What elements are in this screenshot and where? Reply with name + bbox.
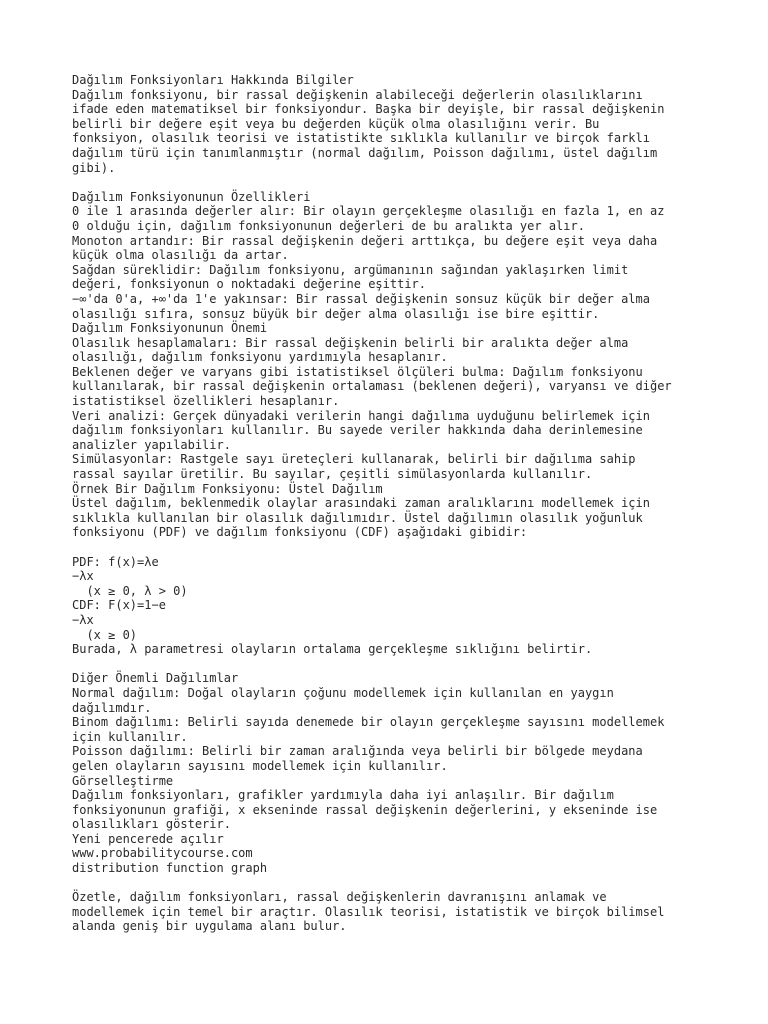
text-line: olasılıkları gösterir.: [72, 817, 231, 832]
formula-line: PDF: f(x)=λe: [72, 554, 159, 569]
document-text: [72, 73, 728, 934]
text-line: Özetle, dağılım fonksiyonları, rassal değişkenlerin davranışını anlamak ve: [72, 890, 607, 905]
text-line: olasılığı sıfıra, sonsuz büyük bir değer alma olasılığı ise bire eşittir.: [72, 306, 600, 321]
blank-line: [72, 876, 728, 891]
text-line: −∞'da 0'a, +∞'da 1'e yakınsar: Bir rassal değişkenin sonsuz küçük bir değer alma: [72, 291, 650, 306]
text-line: ifade eden matematiksel bir fonksiyondur. Başka bir deyişle, bir rassal değişkenin: [72, 102, 665, 117]
text-line: Binom dağılımı: Belirli sayıda denemede bir olayın gerçekleşme sayısını modellemek: [72, 715, 665, 730]
text-line: kullanılarak, bir rassal değişkenin ortalaması (beklenen değeri), varyansı ve diğer: [72, 379, 672, 394]
text-line: küçük olma olasılığı da artar.: [72, 248, 289, 263]
section-heading: Dağılım Fonksiyonunun Önemi: [72, 321, 268, 336]
text-line: gelen olayların sayısını modellemek için kullanılır.: [72, 758, 448, 773]
text-line: değeri, fonksiyonun o noktadaki değerine eşittir.: [72, 277, 427, 292]
text-line: gibi).: [72, 160, 116, 175]
section-heading: Görselleştirme: [72, 773, 174, 788]
text-line: alanda geniş bir uygulama alanı bulur.: [72, 919, 347, 934]
formula-line: (x ≥ 0): [72, 627, 138, 642]
section-heading: Örnek Bir Dağılım Fonksiyonu: Üstel Dağılım: [72, 481, 383, 496]
text-line: fonksiyonunun grafiği, x ekseninde rassal değişkenin değerlerini, y ekseninde ise: [72, 802, 658, 817]
text-line: Sağdan süreklidir: Dağılım fonksiyonu, argümanının sağından yaklaşırken limit: [72, 262, 629, 277]
text-line: Beklenen değer ve varyans gibi istatistiksel ölçüleri bulma: Dağılım fonksiyonu: [72, 364, 643, 379]
text-line: fonksiyon, olasılık teorisi ve istatistikte sıklıkla kullanılır ve birçok farklı: [72, 131, 650, 146]
text-line: dağılımdır.: [72, 700, 152, 715]
text-line: Üstel dağılım, beklenmedik olaylar arasındaki zaman aralıklarını modellemek için: [72, 496, 650, 511]
formula-line: −λx: [72, 569, 94, 584]
text-line: Veri analizi: Gerçek dünyadaki verilerin hangi dağılıma uyduğunu belirlemek için: [72, 408, 650, 423]
formula-line: (x ≥ 0, λ > 0): [72, 583, 188, 598]
text-line: olasılığı, dağılım fonksiyonu yardımıyla hesaplanır.: [72, 350, 448, 365]
text-line: Dağılım fonksiyonları, grafikler yardımıyla daha iyi anlaşılır. Bir dağılım: [72, 788, 614, 803]
section-heading: Dağılım Fonksiyonunun Özellikleri: [72, 189, 311, 204]
blank-line: [72, 540, 728, 555]
text-line: 0 ile 1 arasında değerler alır: Bir olayın gerçekleşme olasılığı en fazla 1, en az: [72, 204, 665, 219]
text-line: 0 olduğu için, dağılım fonksiyonunun değerleri de bu aralıkta yer alır.: [72, 218, 585, 233]
text-line: modellemek için temel bir araçtır. Olasılık teorisi, istatistik ve birçok bilimsel: [72, 904, 665, 919]
text-line: belirli bir değere eşit veya bu değerden küçük olma olasılığını verir. Bu: [72, 116, 600, 131]
text-line: Olasılık hesaplamaları: Bir rassal değişkenin belirli bir aralıkta değer alma: [72, 335, 629, 350]
image-source-line: www.probabilitycourse.com: [72, 846, 253, 861]
text-line: rassal sayılar üretilir. Bu sayılar, çeşitli simülasyonlarda kullanılır.: [72, 467, 593, 482]
text-line: Dağılım fonksiyonu, bir rassal değişkenin alabileceği değerlerin olasılıklarını: [72, 87, 643, 102]
text-line: istatistiksel özellikleri hesaplanır.: [72, 394, 340, 409]
text-line: dağılım fonksiyonları kullanılır. Bu sayede veriler hakkında daha derinlemesine: [72, 423, 643, 438]
image-caption-line: Yeni pencerede açılır: [72, 831, 224, 846]
text-line: Burada, λ parametresi olayların ortalama gerçekleşme sıklığını belirtir.: [72, 642, 593, 657]
text-line: fonksiyonu (PDF) ve dağılım fonksiyonu (CDF) aşağıdaki gibidir:: [72, 525, 528, 540]
text-line: dağılım türü için tanımlanmıştır (normal dağılım, Poisson dağılımı, üstel dağılım: [72, 145, 658, 160]
text-line: sıklıkla kullanılan bir olasılık dağılımıdır. Üstel dağılımın olasılık yoğunluk: [72, 510, 643, 525]
doc-title: Dağılım Fonksiyonları Hakkında Bilgiler: [72, 73, 354, 87]
text-line: Normal dağılım: Doğal olayların çoğunu modellemek için kullanılan en yaygın: [72, 685, 614, 700]
text-line: Monoton artandır: Bir rassal değişkenin değeri arttıkça, bu değere eşit veya daha: [72, 233, 658, 248]
text-line: analizler yapılabilir.: [72, 437, 231, 452]
image-alt-line: distribution function graph: [72, 861, 268, 876]
formula-line: CDF: F(x)=1−e: [72, 598, 166, 613]
text-line: için kullanılır.: [72, 729, 188, 744]
formula-line: −λx: [72, 612, 94, 627]
section-heading: Diğer Önemli Dağılımlar: [72, 671, 239, 686]
text-line: Simülasyonlar: Rastgele sayı üreteçleri kullanarak, belirli bir dağılıma sahip: [72, 452, 636, 467]
blank-line: [72, 657, 728, 672]
text-line: Poisson dağılımı: Belirli bir zaman aralığında veya belirli bir bölgede meydana: [72, 744, 643, 759]
blank-line: [72, 175, 728, 190]
